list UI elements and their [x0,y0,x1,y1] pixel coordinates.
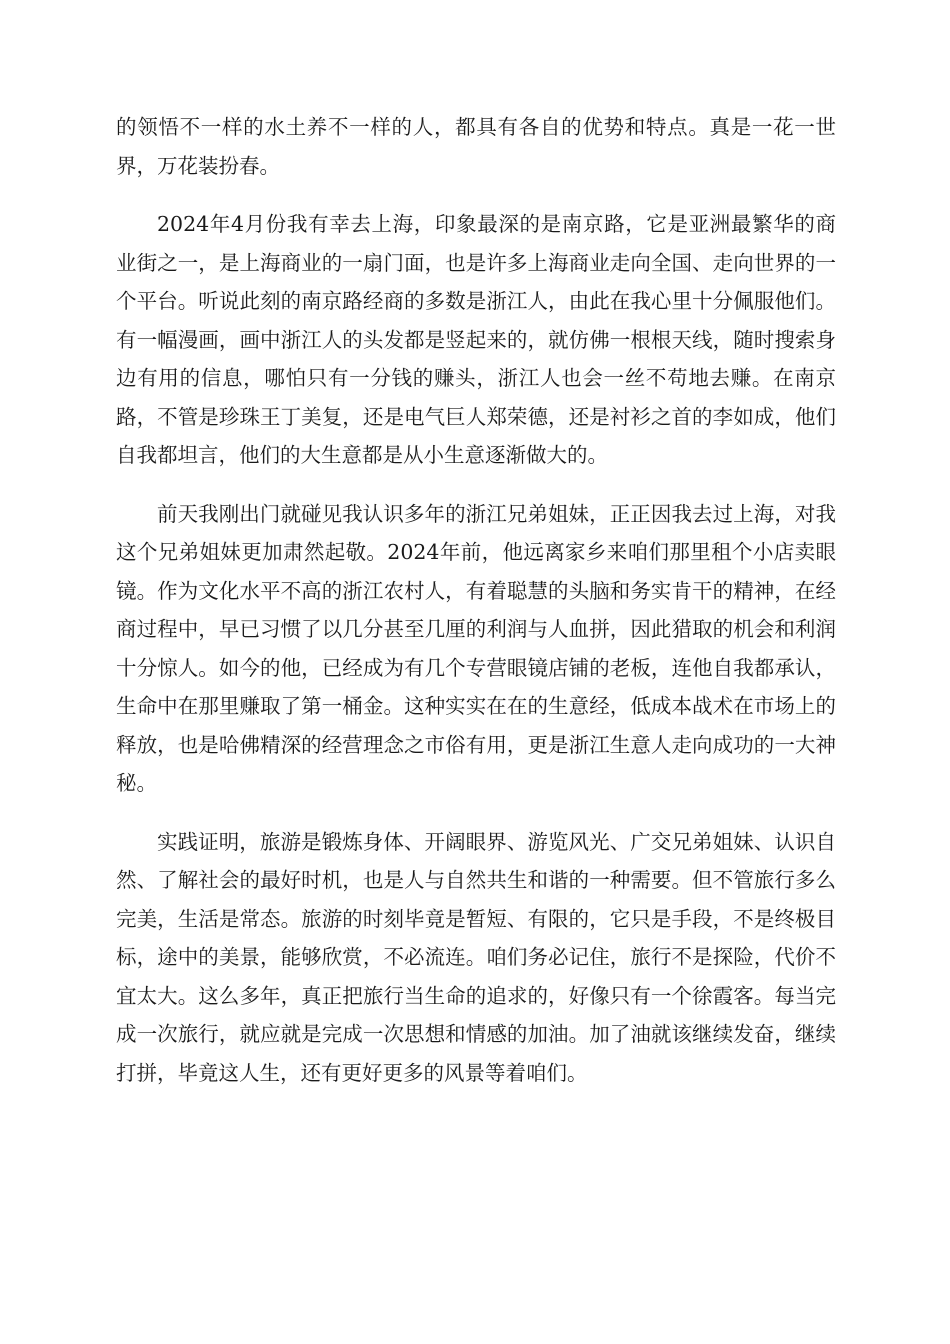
paragraph-shanghai-trip: 2024年4月份我有幸去上海，印象最深的是南京路，它是亚洲最繁华的商业街之一，是上海商业的一扇门面，也是许多上海商业走向全国、走向世界的一个平台。听说此刻的南京路经商的多数是浙江人，由此在我心里十分佩服他们。有一幅漫画，画中浙江人的头发都是竖起来的，就仿佛一根根天线，随时搜索身边有用的信息，哪怕只有一分钱的赚头，浙江人也会一丝不苟地去赚。在南京路，不管是珍珠王丁美复，还是电气巨人郑荣德，还是衬衫之首的李如成，他们自我都坦言，他们的大生意都是从小生意逐渐做大的。 [116,212,836,467]
paragraph-zhejiang-friend: 前天我刚出门就碰见我认识多年的浙江兄弟姐妹，正正因我去过上海，对我这个兄弟姐妹更加肃然起敬。2024年前，他远离家乡来咱们那里租个小店卖眼镜。作为文化水平不高的浙江农村人，有着聪慧的头脑和务实肯干的精神，在经商过程中，早已习惯了以几分甚至几厘的利润与人血拼，因此猎取的机会和利润十分惊人。如今的他，已经成为有几个专营眼镜店铺的老板，连他自我都承认，生命中在那里赚取了第一桶金。这种实实在在的生意经，低成本战术在市场上的释放，也是哈佛精深的经营理念之市俗有用，更是浙江生意人走向成功的一大神秘。 [116,501,836,795]
paragraph-travel-reflection: 实践证明，旅游是锻炼身体、开阔眼界、游览风光、广交兄弟姐妹、认识自然、了解社会的最好时机，也是人与自然共生和谐的一种需要。但不管旅行多么完美，生活是常态。旅游的时刻毕竟是暂短、有限的，它只是手段，不是终极目标，途中的美景，能够欣赏，不必流连。咱们务必记住，旅行不是探险，代价不宜太大。这么多年，真正把旅行当生命的追求的，好像只有一个徐霞客。每当完成一次旅行，就应就是完成一次思想和情感的加油。加了油就该继续发奋，继续打拼，毕竟这人生，还有更好更多的风景等着咱们。 [116,829,836,1085]
document-body [116,108,836,1112]
paragraph-continued: 的领悟不一样的水土养不一样的人，都具有各自的优势和特点。真是一花一世界，万花装扮春。 [116,115,836,178]
